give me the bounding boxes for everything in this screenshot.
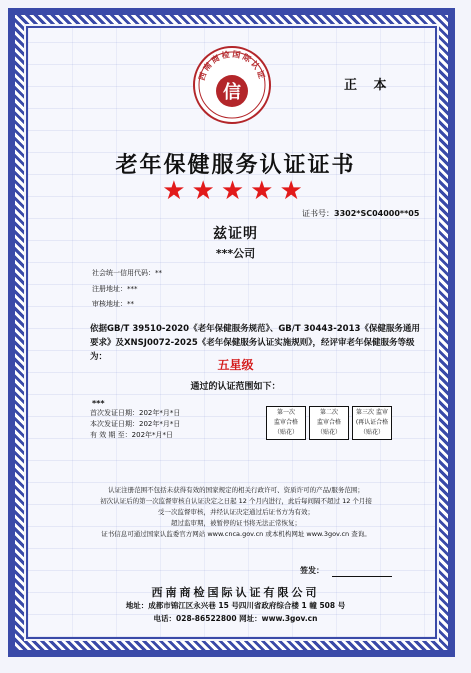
certificate-number-label: 证书号： [302,209,334,218]
certification-basis: 依据GB/T 39510-2020《老年保健服务规范》、GB/T 30443-2013《保健服务通用要求》及XNSJ0072-2025《老年保健服务认证实施规则》，经评审老年保健服务等级为： [90,324,420,362]
stamp-line: （贴花） [359,429,384,436]
note-line: 超过监审期，被暂停的证书将无法正常恢复； [171,519,301,527]
scope-value: *** [92,399,105,408]
valid-until-date: 有 效 期 至：202年*月*日 [90,431,174,439]
company-name: ***公司 [215,247,256,260]
note-line: 初次认证后的第一次监督审核自认证决定之日起 12 个月内进行，此后每间隔不超过 12 个月接 [100,497,372,505]
issuer-address: 地址：成都市锦江区永兴巷 15 号四川省政府综合楼 1 幢 508 号 [125,601,346,610]
seal-text: 西南商检国际认证 [197,49,267,82]
certificate-number [302,208,419,219]
star-rating: ★★★★★ [162,176,309,206]
note-line: 受一次监督审核，并经认证决定通过后证书方为有效； [158,508,314,516]
seal-emblem: 信 [223,82,241,103]
stamp-line: 监审合格 [273,419,298,426]
issuer-contact: 电话：028-86522800 网址：www.3gov.cn [153,614,318,623]
stamp-box [352,406,392,440]
certificate-notes [84,485,388,540]
service-level: 五星级 [217,358,254,372]
certificate-number-value: 3302*SC04000**05 [334,209,420,218]
registered-address: 注册地址：*** [92,285,138,293]
verify-heading: 兹证明 [213,226,258,242]
current-issue-date: 本次发证日期：202年*月*日 [90,420,181,428]
surveillance-stamps [266,406,392,440]
stamp-box [309,406,349,440]
audit-address: 审核地址：** [92,300,134,308]
stamp-line: 监审合格 [316,419,341,426]
note-line: 证书信息可通过国家认监委官方网站 www.cnca.gov.cn 或本机构网址 www.3gov.cn 查询。 [101,530,371,538]
stamp-box [266,406,306,440]
signature-label: 签发： [300,566,324,575]
stamp-line: (再认证合格 [355,419,389,426]
stamp-line: （贴花） [316,429,341,436]
seal-logo [192,45,272,125]
issue-dates [90,408,180,441]
stamp-line: 第二次 [319,409,338,416]
first-issue-date: 首次发证日期：202年*月*日 [90,409,181,417]
stamp-line: 第一次 [276,409,295,416]
signature-line [332,576,392,577]
issuer-name: 西南商检国际认证有限公司 [151,586,320,599]
certificate-title: 老年保健服务认证证书 [115,153,356,178]
original-copy-label: 正 本 [344,78,393,93]
credit-code: 社会统一信用代码：** [92,269,162,277]
scope-title: 通过的认证范围如下： [190,382,281,392]
stamp-line: （贴花） [273,429,298,436]
note-line: 认证注册范围不包括未获得有效的国家规定的相关行政许可、资质许可的产品/服务范围； [108,486,364,494]
stamp-line: 第三次 监审 [356,409,388,416]
